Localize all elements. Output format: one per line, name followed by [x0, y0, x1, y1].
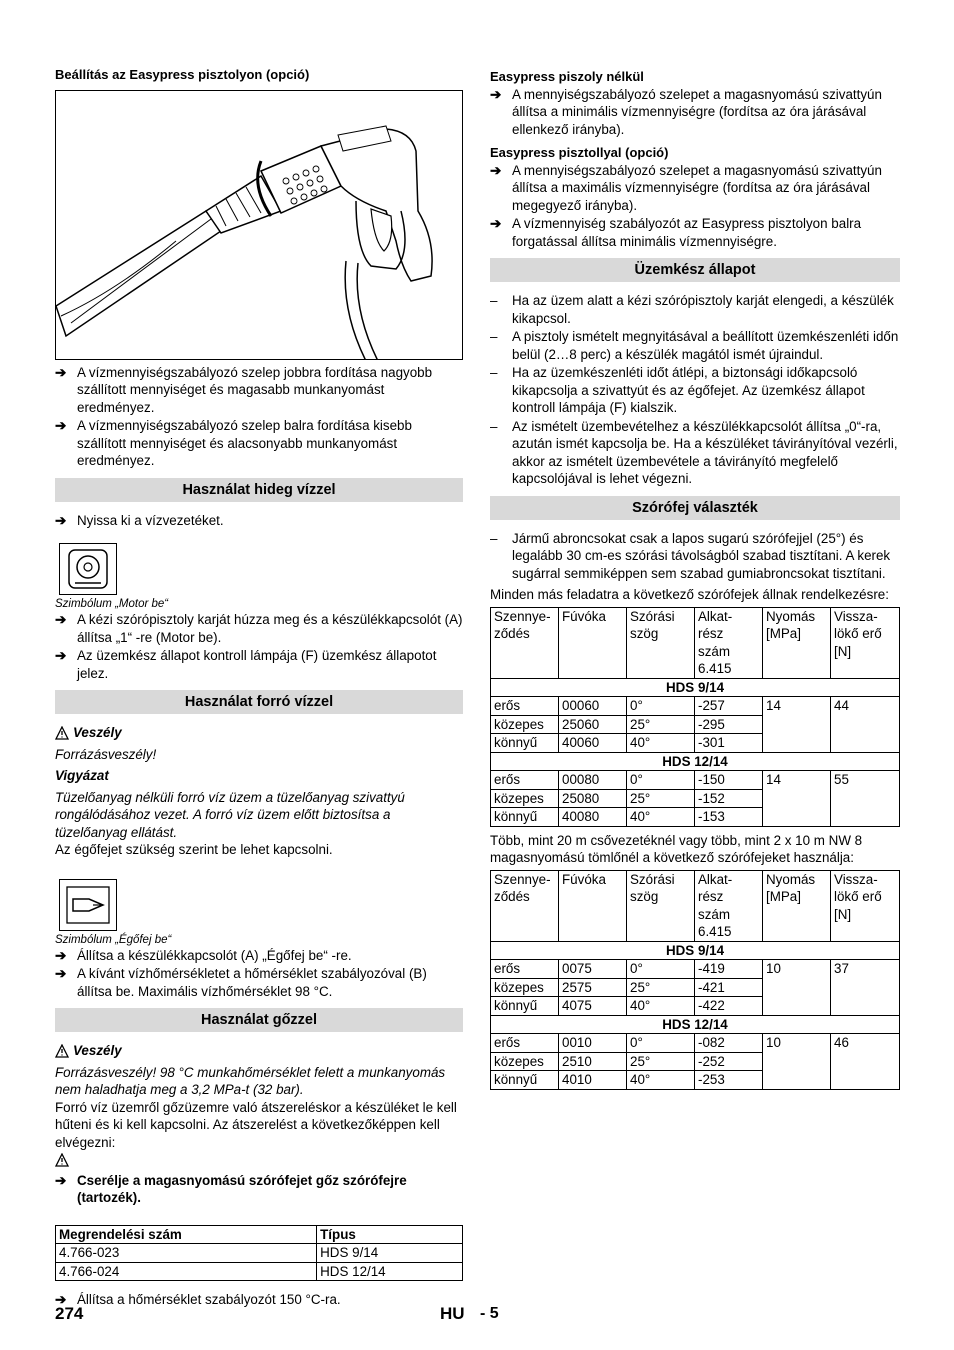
list-item: ➔ A vízmennyiség szabályozót az Easypress pisztolyon balra forgatással állítsa minimális vízmennyiségre.	[490, 216, 862, 249]
header-line: [N]	[834, 643, 852, 659]
list-item: ➔ A kívánt vízhőmérsékletet a hőmérséklet szabályozóval (B) állítsa be. Maximális vízhőmérséklet 98 °C.	[55, 966, 427, 999]
arrow-icon: ➔	[55, 648, 67, 663]
list-item: – Az ismételt üzembevételhez a készülékkapcsolót állítsa „0“-ra, azután ismét kapcsolja be. Ha a készüléket távirányítóval vezérli, akkor az ismételt üzembevétele a távirányító megfelelő kapcsolójával is lehet végezni.	[490, 418, 898, 486]
header-line: szög	[630, 626, 659, 641]
pressure-cell: 10	[763, 1034, 831, 1090]
dash-icon: –	[490, 329, 498, 344]
burner-on-icon	[63, 883, 113, 927]
arrow-icon: ➔	[55, 1292, 67, 1307]
motor-on-symbol	[59, 543, 117, 595]
header-line: szám	[698, 643, 730, 659]
header-line: 6.415	[698, 661, 732, 676]
table-cell: 25°	[627, 1052, 695, 1071]
dash-icon: –	[490, 418, 498, 434]
model-label: HDS 9/14	[491, 678, 900, 697]
nozzle-intro: Minden más feladatra a következő szórófejek állnak rendelkezésre:	[490, 587, 889, 602]
table-cell: 00060	[559, 697, 627, 716]
symbol-caption-burner: Szimbólum „Égőfej be“	[55, 933, 172, 946]
header-line: Szennye-	[494, 608, 551, 624]
symbol-caption-motor: Szimbólum „Motor be“	[55, 598, 169, 610]
table-cell: -150	[695, 771, 763, 790]
header-line: szög	[630, 889, 659, 904]
table-cell: 4.766-024	[56, 1262, 317, 1281]
table-cell: 40°	[627, 808, 695, 827]
language-code: HU	[440, 1304, 465, 1323]
table-header	[559, 870, 627, 941]
header-line: szám	[698, 906, 730, 922]
header-line: rész	[698, 626, 724, 641]
model-row	[491, 941, 900, 960]
table-cell: erős	[491, 771, 559, 790]
table-cell: könnyű	[491, 997, 559, 1016]
header-line: Alkat-	[698, 608, 733, 624]
warning-marker	[55, 1153, 463, 1172]
table-cell: könnyű	[491, 808, 559, 827]
table-cell: -252	[695, 1052, 763, 1071]
list-item: – Ha az üzem alatt a kézi szórópisztoly karját elengedi, a készülék kikapcsol.	[490, 293, 894, 326]
table-header	[627, 607, 695, 678]
table-cell: erős	[491, 960, 559, 979]
list-item: – Jármű abroncsokat csak a lapos sugarú szórófejjel (25°) és legalább 30 cm-es szórási távolságból szabad tisztítani. A kerek sugárral semmiképpen sem szabad gumiabroncsokat tisztítani.	[490, 530, 891, 581]
table-row	[491, 1034, 900, 1053]
table-cell: 2510	[559, 1052, 627, 1071]
steam-nozzle-table	[55, 1225, 463, 1282]
header-line: Vissza-	[834, 871, 878, 887]
arrow-icon: ➔	[55, 512, 67, 528]
recoil-force-cell: 37	[831, 960, 900, 1016]
warning-triangle-icon	[55, 726, 69, 740]
section-heading-steam: Használat gőzzel	[55, 1008, 463, 1032]
table-cell: 0°	[627, 960, 695, 979]
danger-text: Forrázásveszély! 98 °C munkahőmérséklet felett a munkanyomás nem haladhatja meg a 3,2 MPa-t (32 bar).	[55, 1064, 446, 1097]
header-line: [MPa]	[766, 626, 801, 641]
sub-page-number: - 5	[480, 1305, 499, 1322]
list-item: ➔ A vízmennyiségszabályozó szelep balra fordítása kisebb szállított mennyiséget és alacsonyabb munkanyomást eredményez.	[55, 418, 412, 468]
header-line: Fúvóka	[562, 871, 606, 887]
header-line: Fúvóka	[562, 608, 606, 624]
recoil-force-cell: 44	[831, 697, 900, 753]
table-cell: 4010	[559, 1071, 627, 1090]
header-line: Szennye-	[494, 871, 551, 887]
pressure-cell: 14	[763, 697, 831, 753]
table-cell: 40°	[627, 997, 695, 1016]
table-cell: 00080	[559, 771, 627, 790]
arrow-icon: ➔	[490, 216, 502, 231]
header-line: [N]	[834, 906, 852, 922]
left-column	[55, 66, 463, 1310]
table-header-row	[491, 607, 900, 678]
arrow-icon: ➔	[55, 418, 67, 433]
section-heading-hot-water: Használat forró vízzel	[55, 690, 463, 714]
nozzle-table-long-hose	[490, 870, 900, 1090]
table-cell: közepes	[491, 978, 559, 997]
table-cell: 25°	[627, 715, 695, 734]
burner-note: Az égőfejet szükség szerint be lehet kapcsolni.	[55, 842, 333, 857]
header-line: rész	[698, 889, 724, 904]
header-line: Vissza-	[834, 608, 878, 624]
table-cell: könnyű	[491, 1071, 559, 1090]
table-header-row	[56, 1225, 463, 1244]
table-cell: 25060	[559, 715, 627, 734]
model-row	[491, 752, 900, 771]
model-row	[491, 678, 900, 697]
header-line: lökő erő	[834, 889, 882, 904]
warning-triangle-icon	[55, 1044, 69, 1058]
table-cell: -295	[695, 715, 763, 734]
table-cell: 0°	[627, 1034, 695, 1053]
table-header	[763, 870, 831, 941]
header-line: Szórási	[630, 608, 675, 624]
dash-icon: –	[490, 530, 498, 546]
warning-triangle-icon	[55, 1153, 69, 1167]
easypress-gun-illustration	[55, 90, 463, 360]
dash-icon: –	[490, 293, 498, 308]
spray-gun-drawing	[56, 91, 463, 360]
caution-label: Vigyázat	[55, 768, 109, 783]
table-row	[491, 697, 900, 716]
table-cell: 40080	[559, 808, 627, 827]
arrow-icon: ➔	[55, 364, 67, 380]
table-cell: HDS 9/14	[317, 1244, 463, 1263]
table-header	[831, 607, 900, 678]
table-cell: 40°	[627, 734, 695, 753]
arrow-icon: ➔	[55, 1172, 67, 1188]
table-cell: -082	[695, 1034, 763, 1053]
table-cell: -152	[695, 789, 763, 808]
header-line: lökő erő	[834, 626, 882, 641]
table-cell: 0°	[627, 771, 695, 790]
list-item: ➔ Állítsa a készülékkapcsolót (A) „Égőfej be“ -re.	[55, 947, 352, 963]
with-easypress-title: Easypress pisztollyal (opció)	[490, 145, 669, 160]
list-item: – Ha az üzemkészenléti időt átlépi, a biztonsági időkapcsoló kikapcsolja a szivattyút és az égőfejet. Az üzemkész állapot kontroll lámpája (F) kialszik.	[490, 365, 865, 415]
list-item: ➔ Az üzemkész állapot kontroll lámpája (F) üzemkész állapotot jelez.	[55, 648, 437, 681]
table-cell: 25°	[627, 789, 695, 808]
table-cell: erős	[491, 1034, 559, 1053]
list-item: ➔ Nyissa ki a vízvezetéket.	[55, 512, 224, 528]
header-line: Nyomás	[766, 608, 816, 624]
table-cell: közepes	[491, 1052, 559, 1071]
table-header-row	[491, 870, 900, 941]
header-line: ződés	[494, 889, 530, 904]
table-cell: -253	[695, 1071, 763, 1090]
table-cell: -421	[695, 978, 763, 997]
table-cell: -153	[695, 808, 763, 827]
table-cell: könnyű	[491, 734, 559, 753]
danger-text: Forrázásveszély!	[55, 746, 157, 762]
table-row	[491, 771, 900, 790]
list-item: ➔ A mennyiségszabályozó szelepet a magasnyomású szivattyún állítsa a minimális vízmennyiségre (fordítsa az óra járásával ellenkező irányba).	[490, 86, 882, 137]
table-cell: 4.766-023	[56, 1244, 317, 1263]
pressure-cell: 14	[763, 771, 831, 827]
table-cell: HDS 12/14	[317, 1262, 463, 1281]
table-cell: -422	[695, 997, 763, 1016]
caution-text: Tüzelőanyag nélküli forró víz üzem a tüzelőanyag szivattyú rongálódásához vezet. A forró víz üzem előtt biztosítsa a tüzelőanyag ellátást.	[55, 789, 405, 840]
nozzle-table-body	[491, 607, 900, 826]
header-line: ződés	[494, 626, 530, 641]
table-cell: 25080	[559, 789, 627, 808]
list-item: ➔ A kézi szórópisztoly karját húzza meg és a készülékkapcsolót (A) állítsa „1“ -re (Motor be).	[55, 612, 463, 645]
dash-icon: –	[490, 365, 498, 380]
table-cell: közepes	[491, 715, 559, 734]
header-line: [MPa]	[766, 889, 801, 904]
steam-note: Forró víz üzemről gőzüzemre való átszereléskor a készüléket le kell hűteni és ki kell kapcsolni. Az átszerelést a következőképpen kell elvégezni:	[55, 1099, 457, 1150]
model-label: HDS 9/14	[491, 941, 900, 960]
nozzle-table-standard	[490, 607, 900, 827]
long-hose-note: Több, mint 20 m csővezetéknél vagy több, mint 2 x 10 m NW 8 magasnyomású tömlőnél a következő szórófejeket használja:	[490, 832, 863, 865]
table-cell: 40°	[627, 1071, 695, 1090]
list-item: ➔ Cserélje a magasnyomású szórófejet gőz szórófejre (tartozék).	[55, 1172, 407, 1205]
table-cell: 0010	[559, 1034, 627, 1053]
table-row	[56, 1262, 463, 1281]
list-item: ➔ A mennyiségszabályozó szelepet a magasnyomású szivattyún állítsa a maximális vízmennyiségre (fordítsa az óra járásával megegyező irányba).	[490, 162, 882, 213]
table-cell: -257	[695, 697, 763, 716]
header-line: Nyomás	[766, 871, 816, 887]
table-cell: erős	[491, 697, 559, 716]
pressure-cell: 10	[763, 960, 831, 1016]
danger-label: Veszély	[55, 724, 463, 742]
table-cell: 25°	[627, 978, 695, 997]
list-item: ➔ Állítsa a hőmérséklet szabályozót 150 °C-ra.	[55, 1292, 341, 1307]
page-number: 274	[55, 1304, 84, 1323]
model-label: HDS 12/14	[491, 1015, 900, 1034]
list-item: – A pisztoly ismételt megnyitásával a beállított üzemkészenléti időn belül (2…8 perc) a készülék magától ismét újraindul.	[490, 329, 899, 362]
table-cell: -301	[695, 734, 763, 753]
arrow-icon: ➔	[55, 966, 67, 981]
table-cell: -419	[695, 960, 763, 979]
recoil-force-cell: 55	[831, 771, 900, 827]
arrow-icon: ➔	[55, 947, 67, 963]
table-header	[695, 870, 763, 941]
table-row	[491, 960, 900, 979]
table-header	[831, 870, 900, 941]
header-line: Szórási	[630, 871, 675, 887]
easypress-setting-title: Beállítás az Easypress pisztolyon (opció)	[55, 67, 310, 82]
header-line: Alkat-	[698, 871, 733, 887]
table-header	[491, 607, 559, 678]
no-easypress-title: Easypress piszoly nélkül	[490, 69, 644, 84]
header-line: 6.415	[698, 924, 732, 939]
danger-label: Veszély	[55, 1042, 463, 1060]
right-column	[490, 66, 900, 1090]
table-row	[56, 1244, 463, 1263]
table-cell: közepes	[491, 789, 559, 808]
list-item: ➔ A vízmennyiségszabályozó szelep jobbra fordítása nagyobb szállított mennyiséget és magasabb munkanyomást eredményez.	[55, 364, 433, 415]
arrow-icon: ➔	[490, 162, 502, 178]
arrow-icon: ➔	[490, 86, 502, 102]
recoil-force-cell: 46	[831, 1034, 900, 1090]
table-cell: 40060	[559, 734, 627, 753]
table-header	[695, 607, 763, 678]
table-header: Típus	[317, 1225, 463, 1244]
table-header	[627, 870, 695, 941]
burner-on-symbol	[59, 879, 117, 931]
table-cell: 0°	[627, 697, 695, 716]
nozzle-table-body	[491, 870, 900, 1089]
section-heading-nozzles: Szórófej választék	[490, 496, 900, 520]
arrow-icon: ➔	[55, 612, 67, 627]
table-cell: 4075	[559, 997, 627, 1016]
table-header	[763, 607, 831, 678]
model-row	[491, 1015, 900, 1034]
model-label: HDS 12/14	[491, 752, 900, 771]
table-cell: 0075	[559, 960, 627, 979]
table-header	[491, 870, 559, 941]
section-heading-ready: Üzemkész állapot	[490, 258, 900, 282]
motor-on-icon	[63, 547, 113, 591]
table-header: Megrendelési szám	[56, 1225, 317, 1244]
section-heading-cold-water: Használat hideg vízzel	[55, 478, 463, 502]
table-cell: 2575	[559, 978, 627, 997]
table-header	[559, 607, 627, 678]
